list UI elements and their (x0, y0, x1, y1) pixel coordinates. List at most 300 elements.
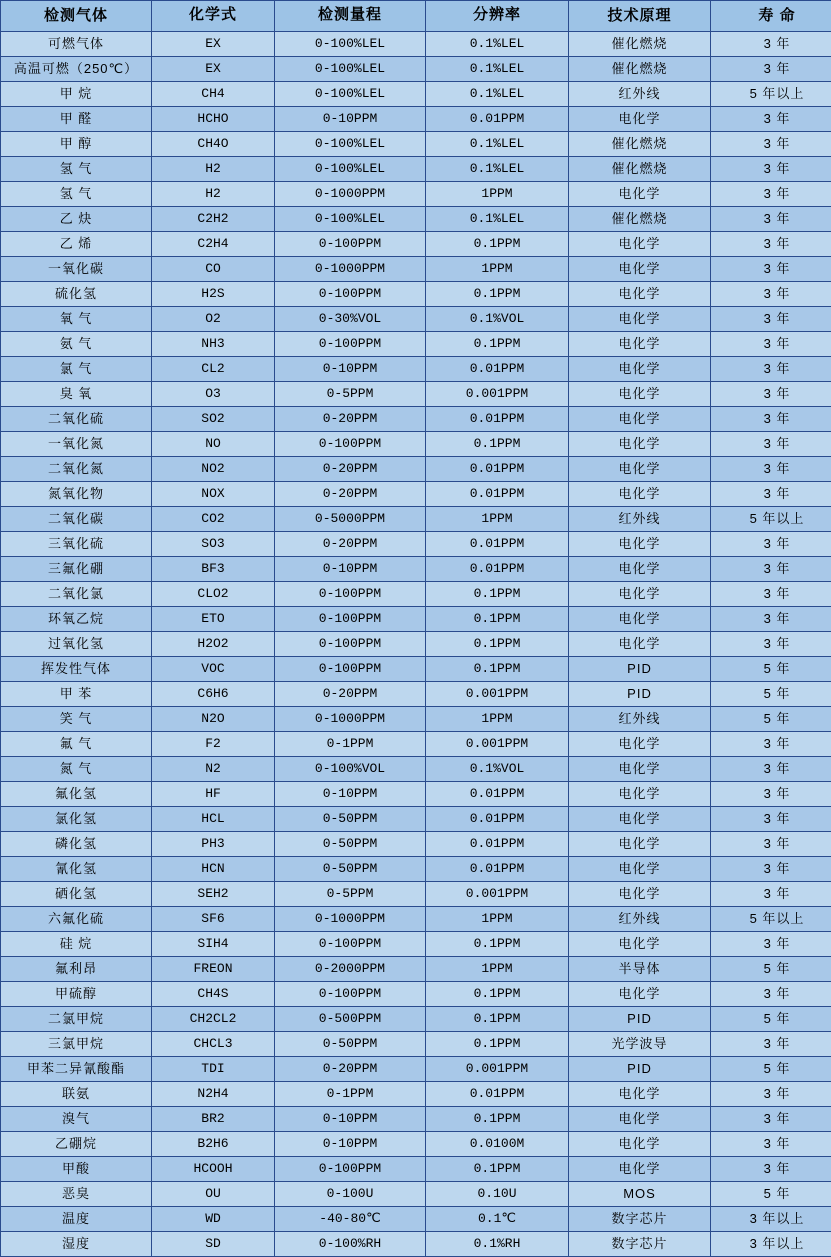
cell-chemical-formula: H2 (152, 182, 275, 207)
cell-lifespan: 5 年 (711, 1057, 831, 1082)
cell-chemical-formula: HCL (152, 807, 275, 832)
cell-chemical-formula: CL2 (152, 357, 275, 382)
cell-detection-range: 0-1000PPM (275, 182, 426, 207)
cell-resolution: 0.01PPM (426, 457, 569, 482)
cell-gas-name: 一氧化氮 (1, 432, 152, 457)
cell-technology-principle: 电化学 (569, 732, 711, 757)
cell-chemical-formula: O3 (152, 382, 275, 407)
cell-chemical-formula: B2H6 (152, 1132, 275, 1157)
cell-chemical-formula: FREON (152, 957, 275, 982)
table-row (1, 882, 831, 907)
cell-technology-principle: 半导体 (569, 957, 711, 982)
cell-detection-range: 0-20PPM (275, 1057, 426, 1082)
cell-technology-principle: 电化学 (569, 607, 711, 632)
table-row (1, 1057, 831, 1082)
table-row (1, 482, 831, 507)
cell-detection-range: -40-80℃ (275, 1207, 426, 1232)
cell-lifespan: 5 年 (711, 957, 831, 982)
cell-detection-range: 0-100PPM (275, 982, 426, 1007)
cell-detection-range: 0-100PPM (275, 232, 426, 257)
table-row (1, 82, 831, 107)
cell-lifespan: 3 年 (711, 407, 831, 432)
cell-detection-range: 0-100%RH (275, 1232, 426, 1257)
cell-chemical-formula: SO3 (152, 532, 275, 557)
cell-technology-principle: 电化学 (569, 582, 711, 607)
cell-technology-principle: 红外线 (569, 707, 711, 732)
cell-technology-principle: 电化学 (569, 457, 711, 482)
cell-gas-name: 氮 气 (1, 757, 152, 782)
table-row (1, 932, 831, 957)
cell-gas-name: 氨 气 (1, 332, 152, 357)
cell-chemical-formula: NO (152, 432, 275, 457)
cell-gas-name: 二氧化硫 (1, 407, 152, 432)
cell-resolution: 0.001PPM (426, 882, 569, 907)
table-header-row (1, 1, 831, 32)
cell-lifespan: 3 年 (711, 457, 831, 482)
cell-chemical-formula: CHCL3 (152, 1032, 275, 1057)
cell-lifespan: 3 年以上 (711, 1232, 831, 1257)
cell-technology-principle: 电化学 (569, 1132, 711, 1157)
cell-gas-name: 硒化氢 (1, 882, 152, 907)
cell-resolution: 0.01PPM (426, 482, 569, 507)
cell-resolution: 0.01PPM (426, 807, 569, 832)
cell-lifespan: 3 年 (711, 1032, 831, 1057)
cell-chemical-formula: EX (152, 57, 275, 82)
table-row (1, 32, 831, 57)
cell-detection-range: 0-1PPM (275, 1082, 426, 1107)
cell-chemical-formula: NOX (152, 482, 275, 507)
cell-gas-name: 三氟化硼 (1, 557, 152, 582)
cell-resolution: 0.1%LEL (426, 132, 569, 157)
table-row (1, 332, 831, 357)
cell-chemical-formula: HF (152, 782, 275, 807)
table-row (1, 1232, 831, 1257)
cell-resolution: 0.001PPM (426, 732, 569, 757)
cell-technology-principle: 电化学 (569, 807, 711, 832)
cell-detection-range: 0-100PPM (275, 282, 426, 307)
cell-gas-name: 氢 气 (1, 157, 152, 182)
cell-lifespan: 3 年 (711, 57, 831, 82)
table-row (1, 857, 831, 882)
cell-gas-name: 笑 气 (1, 707, 152, 732)
cell-resolution: 0.1PPM (426, 282, 569, 307)
cell-chemical-formula: H2O2 (152, 632, 275, 657)
cell-detection-range: 0-100%LEL (275, 207, 426, 232)
column-header-gas-name: 检测气体 (1, 1, 152, 32)
cell-technology-principle: 红外线 (569, 507, 711, 532)
table-row (1, 1032, 831, 1057)
cell-gas-name: 氧 气 (1, 307, 152, 332)
cell-resolution: 0.1PPM (426, 582, 569, 607)
cell-gas-name: 甲 烷 (1, 82, 152, 107)
cell-lifespan: 3 年 (711, 882, 831, 907)
table-row (1, 407, 831, 432)
cell-lifespan: 3 年 (711, 107, 831, 132)
cell-chemical-formula: OU (152, 1182, 275, 1207)
cell-detection-range: 0-50PPM (275, 832, 426, 857)
cell-technology-principle: 电化学 (569, 407, 711, 432)
cell-technology-principle: 催化燃烧 (569, 57, 711, 82)
table-row (1, 907, 831, 932)
cell-gas-name: 二氧化氯 (1, 582, 152, 607)
cell-technology-principle: MOS (569, 1182, 711, 1207)
cell-chemical-formula: CO2 (152, 507, 275, 532)
cell-gas-name: 二氧化碳 (1, 507, 152, 532)
cell-gas-name: 二氯甲烷 (1, 1007, 152, 1032)
table-row (1, 257, 831, 282)
cell-detection-range: 0-100PPM (275, 432, 426, 457)
cell-lifespan: 5 年 (711, 707, 831, 732)
cell-chemical-formula: SF6 (152, 907, 275, 932)
cell-gas-name: 磷化氢 (1, 832, 152, 857)
cell-chemical-formula: NH3 (152, 332, 275, 357)
cell-gas-name: 氮氧化物 (1, 482, 152, 507)
cell-resolution: 0.1%LEL (426, 32, 569, 57)
cell-technology-principle: 催化燃烧 (569, 207, 711, 232)
cell-resolution: 0.1PPM (426, 1032, 569, 1057)
cell-technology-principle: 电化学 (569, 532, 711, 557)
cell-resolution: 0.1PPM (426, 932, 569, 957)
cell-lifespan: 3 年 (711, 732, 831, 757)
cell-lifespan: 3 年 (711, 932, 831, 957)
table-row (1, 1207, 831, 1232)
cell-technology-principle: 电化学 (569, 757, 711, 782)
table-row (1, 432, 831, 457)
cell-gas-name: 氢 气 (1, 182, 152, 207)
cell-gas-name: 氯化氢 (1, 807, 152, 832)
cell-gas-name: 硅 烷 (1, 932, 152, 957)
cell-resolution: 0.001PPM (426, 382, 569, 407)
cell-resolution: 1PPM (426, 957, 569, 982)
cell-detection-range: 0-10PPM (275, 357, 426, 382)
cell-lifespan: 3 年 (711, 1082, 831, 1107)
table-row (1, 657, 831, 682)
cell-gas-name: 六氟化硫 (1, 907, 152, 932)
cell-detection-range: 0-50PPM (275, 807, 426, 832)
cell-detection-range: 0-50PPM (275, 1032, 426, 1057)
cell-technology-principle: 数字芯片 (569, 1207, 711, 1232)
cell-technology-principle: 电化学 (569, 482, 711, 507)
table-row (1, 57, 831, 82)
cell-detection-range: 0-20PPM (275, 457, 426, 482)
cell-technology-principle: 电化学 (569, 632, 711, 657)
cell-detection-range: 0-1000PPM (275, 257, 426, 282)
cell-lifespan: 5 年以上 (711, 507, 831, 532)
cell-technology-principle: 电化学 (569, 182, 711, 207)
cell-technology-principle: 催化燃烧 (569, 132, 711, 157)
cell-lifespan: 5 年 (711, 1007, 831, 1032)
cell-chemical-formula: TDI (152, 1057, 275, 1082)
cell-resolution: 0.1PPM (426, 657, 569, 682)
cell-resolution: 0.01PPM (426, 407, 569, 432)
cell-gas-name: 温度 (1, 1207, 152, 1232)
cell-technology-principle: 红外线 (569, 907, 711, 932)
table-row (1, 557, 831, 582)
cell-gas-name: 氯 气 (1, 357, 152, 382)
cell-technology-principle: 电化学 (569, 982, 711, 1007)
cell-gas-name: 联氨 (1, 1082, 152, 1107)
cell-detection-range: 0-50PPM (275, 857, 426, 882)
cell-chemical-formula: CLO2 (152, 582, 275, 607)
cell-resolution: 0.01PPM (426, 557, 569, 582)
table-row (1, 207, 831, 232)
cell-chemical-formula: VOC (152, 657, 275, 682)
column-header-detection-range: 检测量程 (275, 1, 426, 32)
cell-technology-principle: 电化学 (569, 332, 711, 357)
table-row (1, 282, 831, 307)
cell-lifespan: 3 年 (711, 232, 831, 257)
cell-resolution: 1PPM (426, 257, 569, 282)
cell-lifespan: 3 年 (711, 157, 831, 182)
cell-lifespan: 3 年 (711, 132, 831, 157)
cell-detection-range: 0-20PPM (275, 532, 426, 557)
cell-lifespan: 3 年 (711, 332, 831, 357)
cell-lifespan: 3 年以上 (711, 1207, 831, 1232)
cell-technology-principle: PID (569, 1007, 711, 1032)
cell-resolution: 0.01PPM (426, 1082, 569, 1107)
table-row (1, 757, 831, 782)
cell-detection-range: 0-100PPM (275, 932, 426, 957)
cell-detection-range: 0-10PPM (275, 557, 426, 582)
cell-gas-name: 高温可燃（250℃） (1, 57, 152, 82)
cell-resolution: 0.1℃ (426, 1207, 569, 1232)
cell-technology-principle: 光学波导 (569, 1032, 711, 1057)
cell-detection-range: 0-100PPM (275, 632, 426, 657)
cell-detection-range: 0-10PPM (275, 782, 426, 807)
cell-technology-principle: 电化学 (569, 307, 711, 332)
cell-chemical-formula: F2 (152, 732, 275, 757)
cell-lifespan: 3 年 (711, 982, 831, 1007)
cell-technology-principle: 电化学 (569, 432, 711, 457)
cell-detection-range: 0-5PPM (275, 882, 426, 907)
cell-chemical-formula: CH4S (152, 982, 275, 1007)
cell-gas-name: 可燃气体 (1, 32, 152, 57)
cell-resolution: 0.01PPM (426, 857, 569, 882)
cell-technology-principle: 电化学 (569, 932, 711, 957)
cell-gas-name: 甲 醛 (1, 107, 152, 132)
table-row (1, 182, 831, 207)
cell-detection-range: 0-100PPM (275, 657, 426, 682)
cell-detection-range: 0-5000PPM (275, 507, 426, 532)
cell-chemical-formula: CH4O (152, 132, 275, 157)
cell-gas-name: 甲苯二异氰酸酯 (1, 1057, 152, 1082)
cell-technology-principle: 电化学 (569, 357, 711, 382)
table-row (1, 1107, 831, 1132)
cell-gas-name: 乙硼烷 (1, 1132, 152, 1157)
table-row (1, 682, 831, 707)
cell-technology-principle: 电化学 (569, 1082, 711, 1107)
cell-resolution: 0.1%LEL (426, 82, 569, 107)
cell-gas-name: 溴气 (1, 1107, 152, 1132)
cell-gas-name: 一氧化碳 (1, 257, 152, 282)
cell-gas-name: 氰化氢 (1, 857, 152, 882)
cell-lifespan: 3 年 (711, 32, 831, 57)
cell-gas-name: 挥发性气体 (1, 657, 152, 682)
table-row (1, 707, 831, 732)
cell-resolution: 0.1%VOL (426, 307, 569, 332)
table-row (1, 457, 831, 482)
cell-detection-range: 0-100%LEL (275, 157, 426, 182)
column-header-resolution: 分辨率 (426, 1, 569, 32)
cell-lifespan: 3 年 (711, 757, 831, 782)
table-row (1, 807, 831, 832)
cell-resolution: 1PPM (426, 907, 569, 932)
cell-resolution: 0.1%LEL (426, 57, 569, 82)
cell-technology-principle: 电化学 (569, 832, 711, 857)
cell-technology-principle: 电化学 (569, 107, 711, 132)
table-row (1, 832, 831, 857)
table-row (1, 1082, 831, 1107)
cell-technology-principle: PID (569, 682, 711, 707)
cell-gas-name: 过氧化氢 (1, 632, 152, 657)
cell-chemical-formula: O2 (152, 307, 275, 332)
cell-detection-range: 0-10PPM (275, 107, 426, 132)
table-row (1, 132, 831, 157)
cell-lifespan: 5 年以上 (711, 907, 831, 932)
cell-resolution: 0.1%VOL (426, 757, 569, 782)
cell-chemical-formula: CH2CL2 (152, 1007, 275, 1032)
table-row (1, 507, 831, 532)
table-row (1, 982, 831, 1007)
cell-detection-range: 0-500PPM (275, 1007, 426, 1032)
cell-gas-name: 氟 气 (1, 732, 152, 757)
cell-lifespan: 3 年 (711, 832, 831, 857)
cell-chemical-formula: N2 (152, 757, 275, 782)
cell-detection-range: 0-1000PPM (275, 707, 426, 732)
cell-detection-range: 0-100%LEL (275, 57, 426, 82)
cell-resolution: 0.1PPM (426, 607, 569, 632)
cell-detection-range: 0-10PPM (275, 1107, 426, 1132)
cell-technology-principle: 电化学 (569, 232, 711, 257)
table-row (1, 307, 831, 332)
cell-resolution: 0.1PPM (426, 982, 569, 1007)
cell-lifespan: 5 年 (711, 682, 831, 707)
table-row (1, 1132, 831, 1157)
cell-technology-principle: 电化学 (569, 857, 711, 882)
cell-detection-range: 0-100U (275, 1182, 426, 1207)
cell-lifespan: 5 年 (711, 1182, 831, 1207)
cell-lifespan: 3 年 (711, 1157, 831, 1182)
cell-lifespan: 3 年 (711, 282, 831, 307)
cell-technology-principle: PID (569, 657, 711, 682)
cell-gas-name: 环氧乙烷 (1, 607, 152, 632)
cell-gas-name: 乙 烯 (1, 232, 152, 257)
table-row (1, 1157, 831, 1182)
table-row (1, 782, 831, 807)
cell-lifespan: 3 年 (711, 482, 831, 507)
cell-lifespan: 3 年 (711, 182, 831, 207)
cell-chemical-formula: NO2 (152, 457, 275, 482)
column-header-technology-principle: 技术原理 (569, 1, 711, 32)
cell-lifespan: 3 年 (711, 782, 831, 807)
cell-gas-name: 乙 炔 (1, 207, 152, 232)
cell-resolution: 1PPM (426, 707, 569, 732)
cell-lifespan: 3 年 (711, 857, 831, 882)
cell-detection-range: 0-100PPM (275, 1157, 426, 1182)
cell-chemical-formula: H2S (152, 282, 275, 307)
cell-gas-name: 硫化氢 (1, 282, 152, 307)
cell-resolution: 0.01PPM (426, 782, 569, 807)
cell-technology-principle: 电化学 (569, 1107, 711, 1132)
cell-lifespan: 3 年 (711, 582, 831, 607)
cell-resolution: 0.1PPM (426, 232, 569, 257)
cell-chemical-formula: SIH4 (152, 932, 275, 957)
cell-lifespan: 3 年 (711, 207, 831, 232)
cell-resolution: 1PPM (426, 182, 569, 207)
table-row (1, 1007, 831, 1032)
table-row (1, 582, 831, 607)
cell-detection-range: 0-20PPM (275, 682, 426, 707)
table-row (1, 732, 831, 757)
cell-gas-name: 甲 醇 (1, 132, 152, 157)
cell-chemical-formula: ETO (152, 607, 275, 632)
cell-resolution: 0.0100M (426, 1132, 569, 1157)
column-header-chemical-formula: 化学式 (152, 1, 275, 32)
cell-gas-name: 氟利昂 (1, 957, 152, 982)
cell-technology-principle: 电化学 (569, 282, 711, 307)
cell-resolution: 0.10U (426, 1182, 569, 1207)
table-body (1, 32, 831, 1257)
cell-gas-name: 臭 氧 (1, 382, 152, 407)
cell-chemical-formula: C6H6 (152, 682, 275, 707)
cell-technology-principle: 电化学 (569, 382, 711, 407)
cell-resolution: 0.1%LEL (426, 207, 569, 232)
cell-resolution: 0.1PPM (426, 1107, 569, 1132)
cell-chemical-formula: BR2 (152, 1107, 275, 1132)
cell-detection-range: 0-100PPM (275, 582, 426, 607)
cell-lifespan: 3 年 (711, 807, 831, 832)
table-row (1, 107, 831, 132)
cell-lifespan: 3 年 (711, 557, 831, 582)
table-row (1, 357, 831, 382)
cell-resolution: 0.001PPM (426, 1057, 569, 1082)
cell-resolution: 0.01PPM (426, 532, 569, 557)
cell-chemical-formula: SEH2 (152, 882, 275, 907)
cell-chemical-formula: SO2 (152, 407, 275, 432)
cell-gas-name: 恶臭 (1, 1182, 152, 1207)
cell-lifespan: 3 年 (711, 432, 831, 457)
cell-detection-range: 0-100%VOL (275, 757, 426, 782)
cell-resolution: 0.1PPM (426, 1007, 569, 1032)
cell-resolution: 0.1%LEL (426, 157, 569, 182)
cell-technology-principle: 数字芯片 (569, 1232, 711, 1257)
cell-chemical-formula: SD (152, 1232, 275, 1257)
cell-detection-range: 0-20PPM (275, 482, 426, 507)
cell-lifespan: 3 年 (711, 357, 831, 382)
cell-technology-principle: 红外线 (569, 82, 711, 107)
cell-lifespan: 3 年 (711, 307, 831, 332)
cell-chemical-formula: HCHO (152, 107, 275, 132)
cell-lifespan: 5 年以上 (711, 82, 831, 107)
cell-lifespan: 3 年 (711, 607, 831, 632)
cell-chemical-formula: CO (152, 257, 275, 282)
cell-technology-principle: 电化学 (569, 257, 711, 282)
table-row (1, 957, 831, 982)
cell-lifespan: 5 年 (711, 657, 831, 682)
cell-technology-principle: 电化学 (569, 1157, 711, 1182)
cell-detection-range: 0-100PPM (275, 607, 426, 632)
cell-resolution: 0.1%RH (426, 1232, 569, 1257)
cell-gas-name: 氟化氢 (1, 782, 152, 807)
table-row (1, 157, 831, 182)
cell-resolution: 0.01PPM (426, 107, 569, 132)
cell-detection-range: 0-10PPM (275, 1132, 426, 1157)
cell-chemical-formula: HCOOH (152, 1157, 275, 1182)
cell-gas-name: 甲 苯 (1, 682, 152, 707)
cell-lifespan: 3 年 (711, 632, 831, 657)
cell-detection-range: 0-30%VOL (275, 307, 426, 332)
cell-resolution: 1PPM (426, 507, 569, 532)
